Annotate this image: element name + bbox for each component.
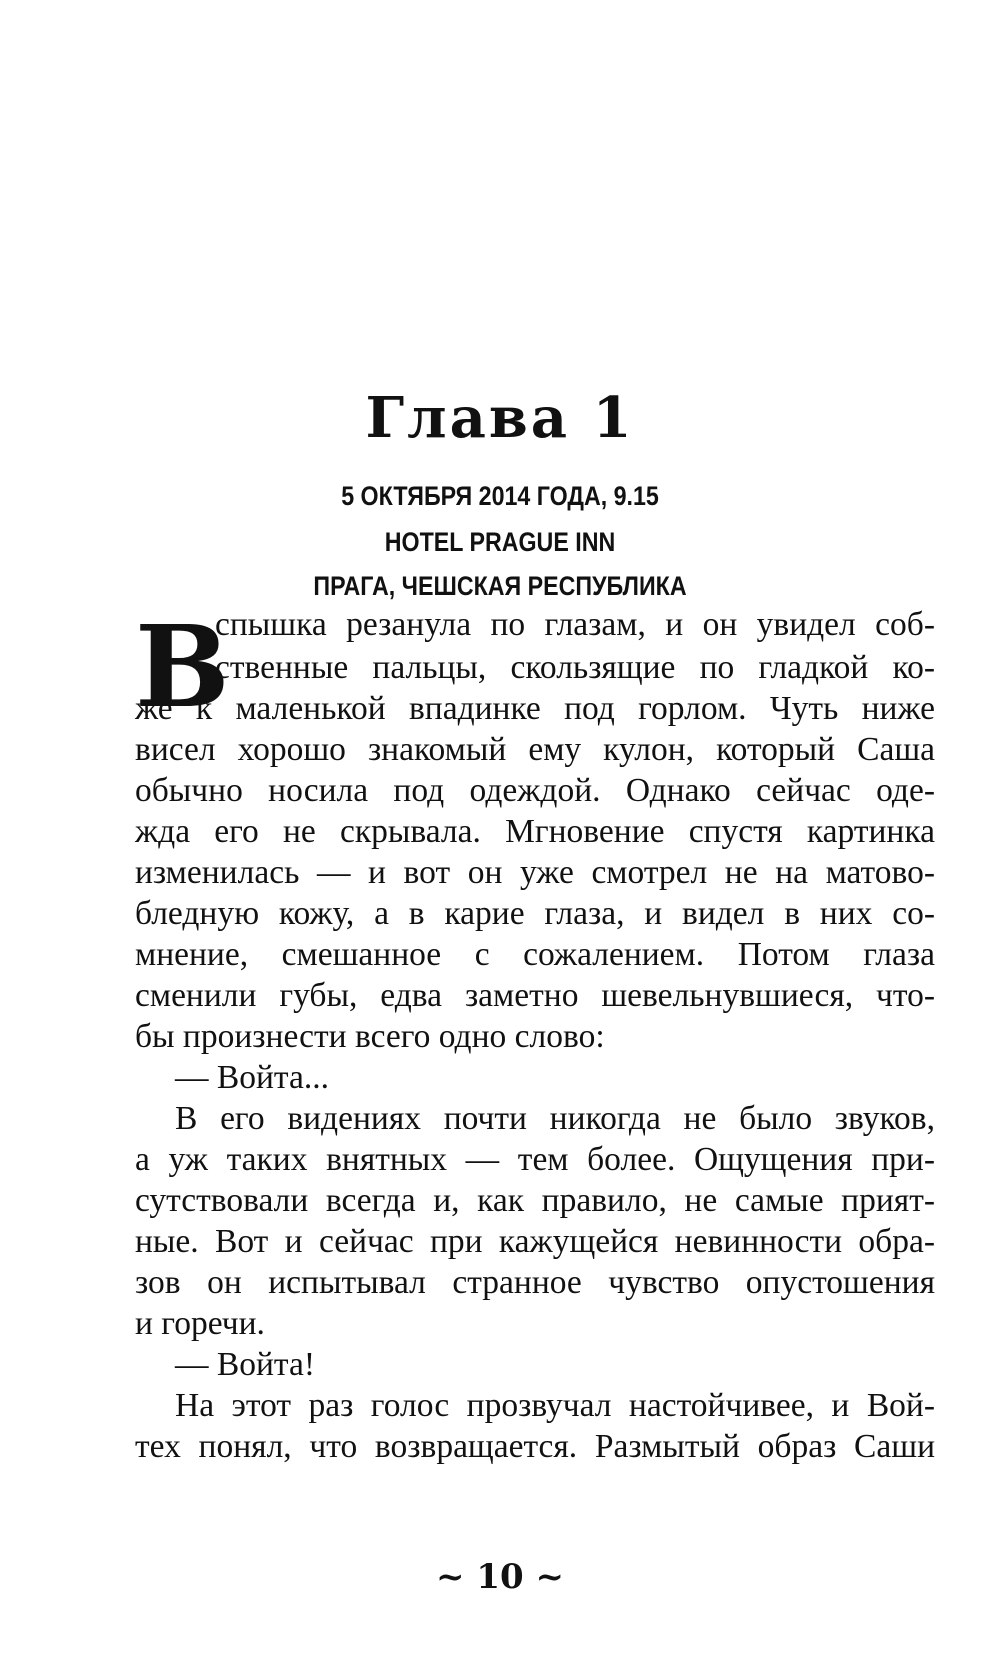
text-line: висел хорошо знакомый ему кулон, который Саша xyxy=(135,731,935,768)
text-line: На этот раз голос прозвучал настойчивее, и Вой- xyxy=(175,1387,935,1424)
page-number: ~ 10 ~ xyxy=(436,1557,564,1597)
text-line: тех понял, что возвращается. Размытый образ Саши xyxy=(135,1428,935,1465)
text-line: изменилась — и вот он уже смотрел не на матово- xyxy=(135,854,935,891)
text-line: В его видениях почти никогда не было звуков, xyxy=(175,1100,935,1137)
text-line: и горечи. xyxy=(135,1305,265,1342)
text-line: жда его не скрывала. Мгновение спустя картинка xyxy=(135,813,935,850)
text-line: же к маленькой впадинке под горлом. Чуть ниже xyxy=(135,690,935,727)
chapter-title: Глава 1 xyxy=(365,385,635,451)
text-line: — Войта... xyxy=(175,1059,329,1096)
text-line: ственные пальцы, скользящие по гладкой ко- xyxy=(215,649,935,686)
text-line: мнение, смешанное с сожалением. Потом глаза xyxy=(135,936,935,973)
text-line: зов он испытывал странное чувство опустошения xyxy=(135,1264,935,1301)
chapter-date: 5 ОКТЯБРЯ 2014 ГОДА, 9.15 xyxy=(341,481,659,511)
text-line: — Войта! xyxy=(175,1346,315,1383)
text-line: спышка резанула по глазам, и он увидел соб- xyxy=(215,606,935,643)
chapter-place: ПРАГА, ЧЕШСКАЯ РЕСПУБЛИКА xyxy=(313,571,687,601)
text-line: сменили губы, едва заметно шевельнувшиеся, что- xyxy=(135,977,935,1014)
text-line: бледную кожу, а в карие глаза, и видел в них со- xyxy=(135,895,935,932)
text-line: обычно носила под одеждой. Однако сейчас оде- xyxy=(135,772,935,809)
drop-cap: В xyxy=(135,602,230,733)
chapter-hotel: HOTEL PRAGUE INN xyxy=(384,527,616,557)
text-line: бы произнести всего одно слово: xyxy=(135,1018,605,1055)
text-line: ные. Вот и сейчас при кажущейся невинности обра- xyxy=(135,1223,935,1260)
text-line: сутствовали всегда и, как правило, не самые прият- xyxy=(135,1182,935,1219)
text-line: а уж таких внятных — тем более. Ощущения при- xyxy=(135,1141,935,1178)
